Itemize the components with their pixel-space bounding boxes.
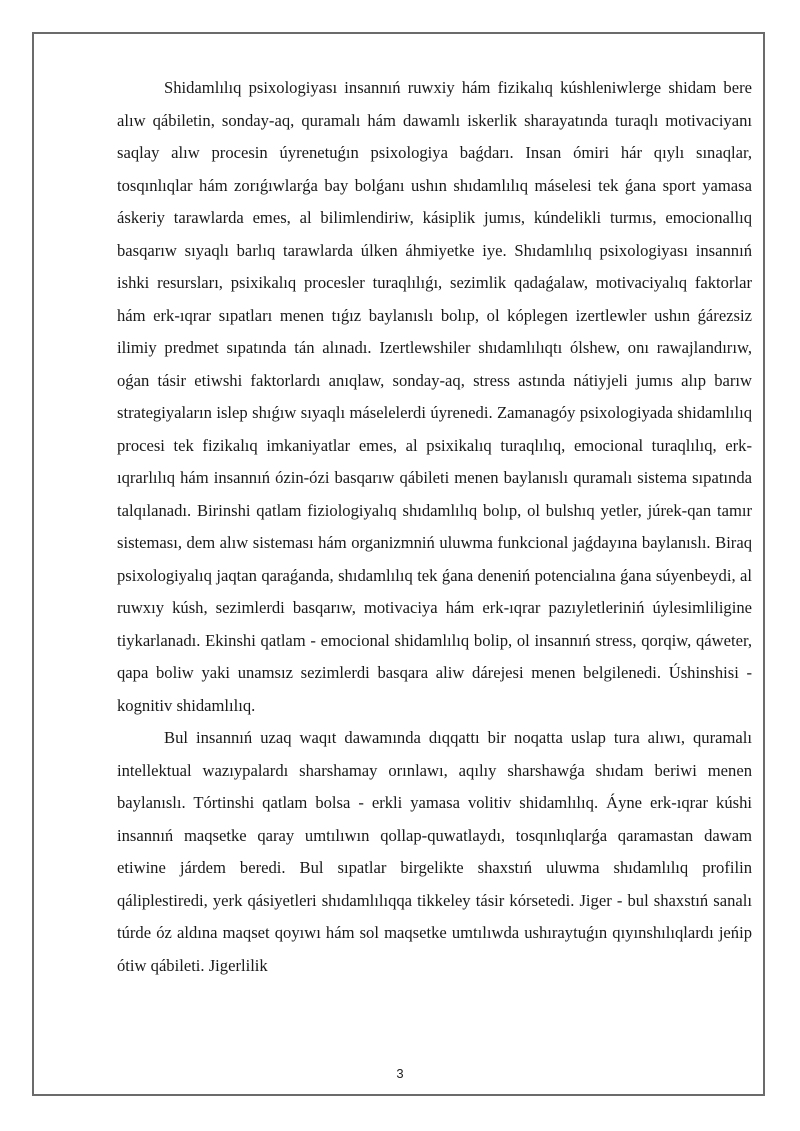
page-number: 3 xyxy=(396,1066,404,1081)
paragraph-1: Shidamlılıq psixologiyası insannıń ruwxiy hám fizikalıq kúshleniwlerge shidam bere alıw qábiletin, sonday-aq, quramalı hám dawamlı iskerlik sharayatında turaqlı motivaciyanı saqlay alıw procesin úyrenetuǵın psixologiya baǵdarı. Insan ómiri hár qıylı sınaqlar, tosqınlıqlar hám zorıǵıwlarǵa bay bolǵanı ushın shıdamlılıq máselesi tek ǵana sport yamasa áskeriy tarawlarda emes, al bilimlendiriw, kásiplik jumıs, kúndelikli turmıs, emocionallıq basqarıw sıyaqlı barlıq tarawlarda úlken áhmiyetke iye. Shıdamlılıq psixologiyası insannıń ishki resursları, psixikalıq procesler turaqlılıǵı, sezimlik qadaǵalaw, motivaciyalıq faktorlar hám erk-ıqrar sıpatları menen tıǵız baylanıslı bolıp, ol kóplegen izertlewler ushın ǵárezsiz ilimiy predmet sıpatında tán alınadı. Izertlewshiler shıdamlılıqtı ólshew, onı rawajlandırıw, oǵan tásir etiwshi faktorlardı anıqlaw, sonday-aq, stress astında nátiyjeli jumıs alıp barıw strategiyaların islep shıǵıw sıyaqlı máselelerdi úyrenedi. Zamanagóy psixologiyada shidamlılıq procesi tek fizikalıq imkaniyatlar emes, al psixikalıq turaqlılıq, emocional turaqlılıq, erk-ıqrarlılıq hám insannıń ózin-ózi basqarıw qábileti menen baylanıslı quramalı sistema sıpatında talqılanadı. Birinshi qatlam fiziologiyalıq shıdamlılıq bolıp, ol bulshıq yetler, júrek-qan tamır sisteması, dem alıw sisteması hám organizmniń uluwma funkcional jaǵdayına baylanıslı. Biraq psixologiyalıq jaqtan qaraǵanda, shıdamlılıq tek ǵana deneniń potencialına ǵana súyenbeydi, al ruwxıy kúsh, sezimlerdi basqarıw, motivaciya hám erk-ıqrar pazıyletleriniń úylesimliligine tiykarlanadı. Ekinshi qatlam - emocional shidamlılıq bolip, ol insannıń stress, qorqiw, qáweter, qapa boliw yaki unamsız sezimlerdi basqara aliw dárejesi menen belgilenedi. Úshinshisi - kognitiv shidamlılıq. xyxy=(117,78,752,715)
paragraph-2: Bul insannıń uzaq waqıt dawamında dıqqattı bir noqatta uslap tura alıwı, quramalı intellektual wazıypalardı sharshamay orınlawı, aqılıy sharshawǵa shıdam beriwi menen baylanıslı. Tórtinshi qatlam bolsa - erkli yamasa volitiv shidamlılıq. Áyne erk-ıqrar kúshi insannıń maqsetke qaray umtılıwın qollap-quwatlaydı, tosqınlıqlarǵa qaramastan dawam etiwine járdem beredi. Bul sıpatlar birgelikte shaxstıń uluwma shıdamlılıq profilin qáliplestiredi, yerk qásiyetleri shıdamlılıqqa tikkeley tásir kórsetedi. Jiger - bul shaxstıń sanalı túrde óz aldına maqset qoyıwı hám sol maqsetke umtılıwda ushıraytuǵın qıyınshılıqlardı jeńip ótiw qábileti. Jigerlilik xyxy=(117,728,752,975)
document-body xyxy=(117,72,752,982)
